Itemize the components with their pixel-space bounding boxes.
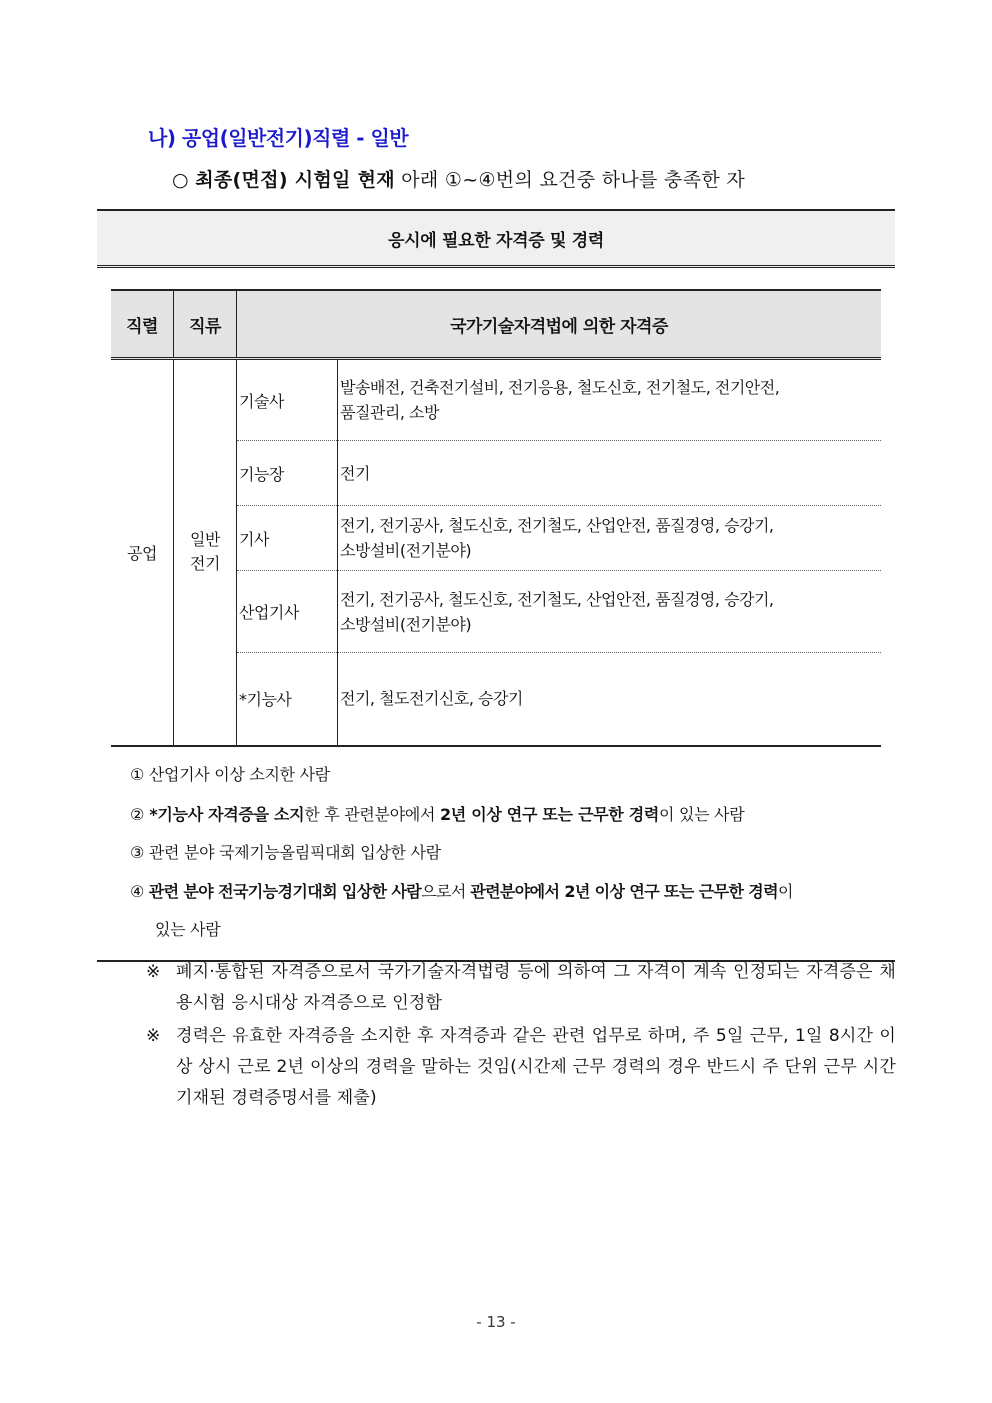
requirement-text: 아래 ①~④번의 요건중 하나를 충족한 자 <box>394 169 746 191</box>
remark-1 <box>146 957 896 1019</box>
condition-text: 한 후 관련분야에서 <box>304 805 440 824</box>
condition-3 <box>130 840 441 863</box>
certificate-table <box>111 289 881 747</box>
section-title: 나) 공업(일반전기)직렬 - 일반 <box>148 126 409 150</box>
condition-text: 이 있는 사람 <box>659 805 745 824</box>
circled-number-3: ③ <box>130 843 145 862</box>
class-cell <box>174 359 237 746</box>
condition-text: 산업기사 이상 소지한 사람 <box>144 765 330 784</box>
condition-bold: *기능사 자격증을 소지 <box>144 805 305 824</box>
condition-text: 이 <box>777 882 793 901</box>
bullet-icon: ○ <box>172 169 189 191</box>
class-line-2: 전기 <box>190 554 220 574</box>
reference-mark-icon: ※ <box>146 1026 161 1046</box>
condition-1 <box>130 762 330 785</box>
condition-bold: 관련분야에서 2년 이상 연구 또는 근무한 경력 <box>470 882 778 901</box>
table-header-row <box>111 290 881 359</box>
certificates-line: 소방설비(전기분야) <box>340 614 472 634</box>
certificates-cell <box>338 571 882 653</box>
table-row <box>111 359 881 441</box>
requirement-bold: 최종(면접) 시험일 현재 <box>195 169 395 191</box>
grade-cell: 산업기사 <box>237 571 338 653</box>
condition-text: 관련 분야 국제기능올림픽대회 입상한 사람 <box>144 843 441 862</box>
requirement-line <box>172 165 745 192</box>
series-cell: 공업 <box>111 359 174 746</box>
header-certificates: 국가기술자격법에 의한 자격증 <box>237 290 882 359</box>
grade-cell: *기능사 <box>237 653 338 746</box>
page-number: - 13 - <box>476 1313 516 1331</box>
certificates-line: 전기 <box>340 463 370 483</box>
certificates-line: 전기, 전기공사, 철도신호, 전기철도, 산업안전, 품질경영, 승강기, <box>340 589 774 609</box>
certificates-line: 전기, 철도전기신호, 승강기 <box>340 689 523 709</box>
remark-text: 경력은 유효한 자격증을 소지한 후 자격증과 같은 관련 업무로 하며, 주 5일 근무, 1일 8시간 이상 상시 근로 2년 이상의 경력을 말하는 것임(시간제 근무 경력의 경우 반드시 주 단위 근무 시간 기재된 경력증명서를 제출) <box>176 1026 896 1108</box>
condition-bold: 관련 분야 전국기능경기대회 입상한 사람 <box>143 882 422 901</box>
certificates-line: 발송배전, 건축전기설비, 전기응용, 철도신호, 전기철도, 전기안전, <box>340 378 780 397</box>
circled-number-2: ② <box>130 805 145 824</box>
certificates-cell <box>338 441 882 506</box>
certificates-cell <box>338 506 882 571</box>
header-series: 직렬 <box>111 290 174 359</box>
grade-cell: 기술사 <box>237 359 338 441</box>
certificates-cell <box>338 359 882 441</box>
condition-4-continued: 있는 사람 <box>155 920 221 939</box>
condition-text: 으로서 <box>421 882 471 901</box>
certificates-cell <box>338 653 882 746</box>
certificates-line: 전기, 전기공사, 철도신호, 전기철도, 산업안전, 품질경영, 승강기, <box>340 516 774 535</box>
condition-2 <box>130 802 744 825</box>
grade-cell: 기능장 <box>237 441 338 506</box>
certificates-line: 품질관리, 소방 <box>340 403 439 422</box>
remark-2 <box>146 1021 896 1114</box>
circled-number-4: ④ <box>130 882 144 901</box>
header-class: 직류 <box>174 290 237 359</box>
condition-bold: 2년 이상 연구 또는 근무한 경력 <box>439 805 660 824</box>
grade-cell: 기사 <box>237 506 338 571</box>
reference-mark-icon: ※ <box>146 962 161 982</box>
class-line-1: 일반 <box>190 530 220 550</box>
remark-text: 폐지·통합된 자격증으로서 국가기술자격법령 등에 의하여 그 자격이 계속 인정되는 자격증은 채용시험 응시대상 자격증으로 인정함 <box>176 962 896 1013</box>
banner-title: 응시에 필요한 자격증 및 경력 <box>97 209 895 268</box>
condition-4 <box>130 879 793 902</box>
circled-number-1: ① <box>130 765 145 784</box>
certificates-line: 소방설비(전기분야) <box>340 541 472 560</box>
